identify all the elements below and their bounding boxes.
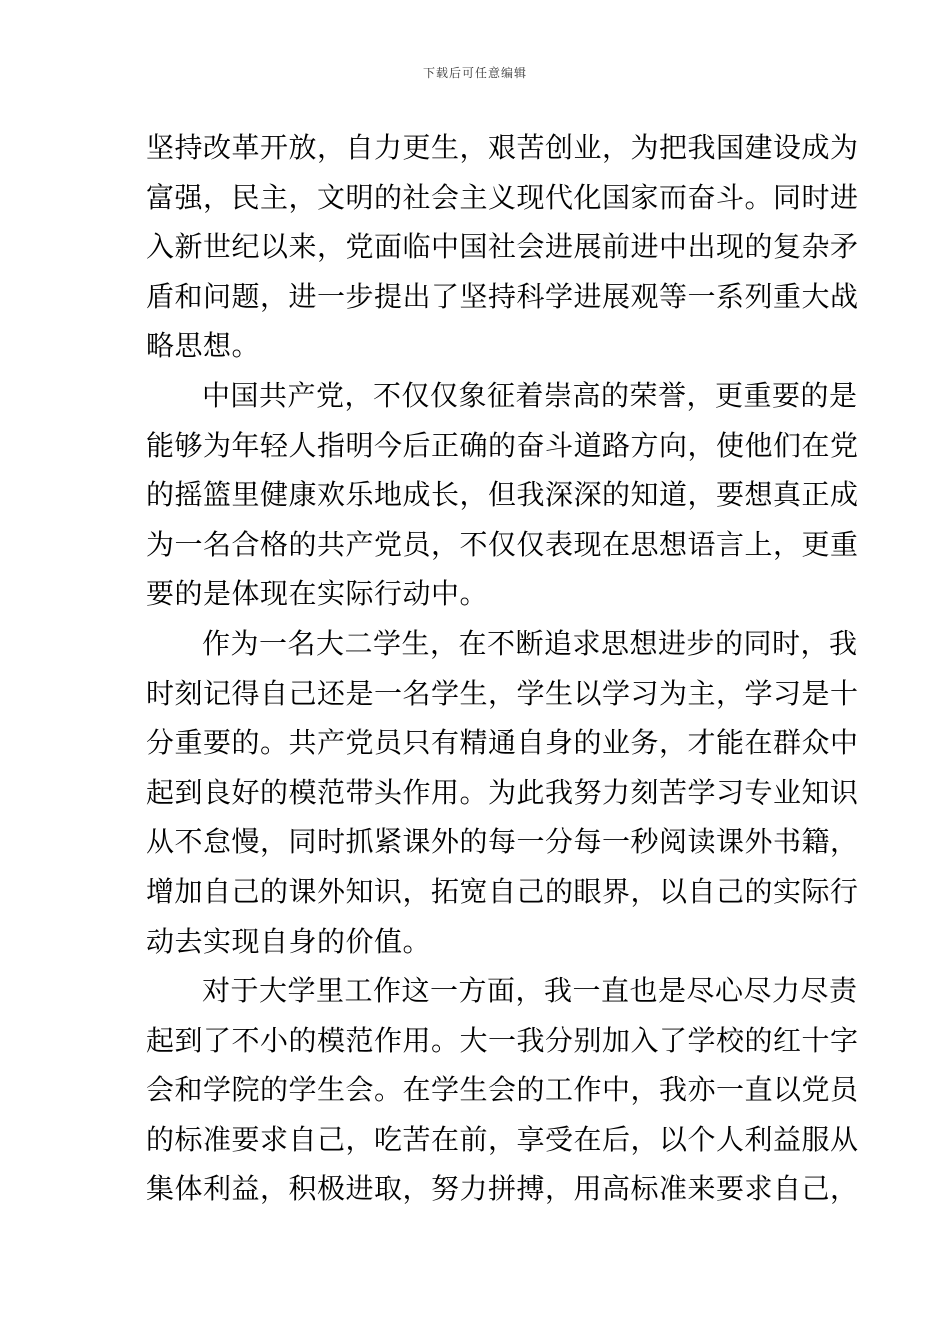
body-text: [146, 123, 859, 1214]
text-line: 作为一名大二学生，在不断追求思想进步的同时，我: [202, 626, 858, 660]
text-line: 动去实现自身的价值。: [146, 924, 432, 958]
text-line: 增加自己的课外知识，拓宽自己的眼界，以自己的实际行: [146, 874, 859, 908]
text-line: 入新世纪以来，党面临中国社会进展前进中出现的复杂矛: [146, 230, 859, 264]
text-line: 为一名合格的共产党员，不仅仅表现在思想语言上，更重: [146, 527, 859, 561]
text-line: 会和学院的学生会。在学生会的工作中，我亦一直以党员: [146, 1073, 859, 1107]
header-note: 下载后可任意编辑: [422, 66, 527, 80]
text-line: 集体利益，积极进取，努力拼搏，用高标准来要求自己，: [146, 1172, 859, 1206]
text-line: 对于大学里工作这一方面，我一直也是尽心尽力尽责: [202, 974, 858, 1008]
text-line: 的摇篮里健康欢乐地成长，但我深深的知道，要想真正成: [146, 478, 859, 512]
text-line: 盾和问题，进一步提出了坚持科学进展观等一系列重大战: [146, 279, 859, 313]
text-line: 要的是体现在实际行动中。: [146, 577, 489, 611]
text-line: 分重要的。共产党员只有精通自身的业务，才能在群众中: [146, 726, 859, 760]
text-line: 能够为年轻人指明今后正确的奋斗道路方向，使他们在党: [146, 428, 859, 462]
paragraph-3: [146, 619, 859, 966]
text-line: 富强，民主，文明的社会主义现代化国家而奋斗。同时进: [146, 180, 859, 214]
text-line: 时刻记得自己还是一名学生，学生以学习为主，学习是十: [146, 676, 859, 710]
paragraph-4: [146, 966, 859, 1214]
paragraph-1: [146, 123, 859, 371]
text-line: 从不怠慢，同时抓紧课外的每一分每一秒阅读课外书籍，: [146, 825, 859, 859]
text-line: 坚持改革开放，自力更生，艰苦创业，为把我国建设成为: [146, 131, 859, 164]
text-line: 中国共产党，不仅仅象征着崇高的荣誉，更重要的是: [202, 378, 858, 412]
paragraph-2: [146, 371, 859, 619]
text-line: 的标准要求自己，吃苦在前，享受在后，以个人利益服从: [146, 1122, 859, 1156]
text-line: 略思想。: [146, 329, 261, 363]
text-line: 起到了不小的模范作用。大一我分别加入了学校的红十字: [146, 1023, 859, 1057]
text-line: 起到良好的模范带头作用。为此我努力刻苦学习专业知识: [146, 775, 859, 809]
